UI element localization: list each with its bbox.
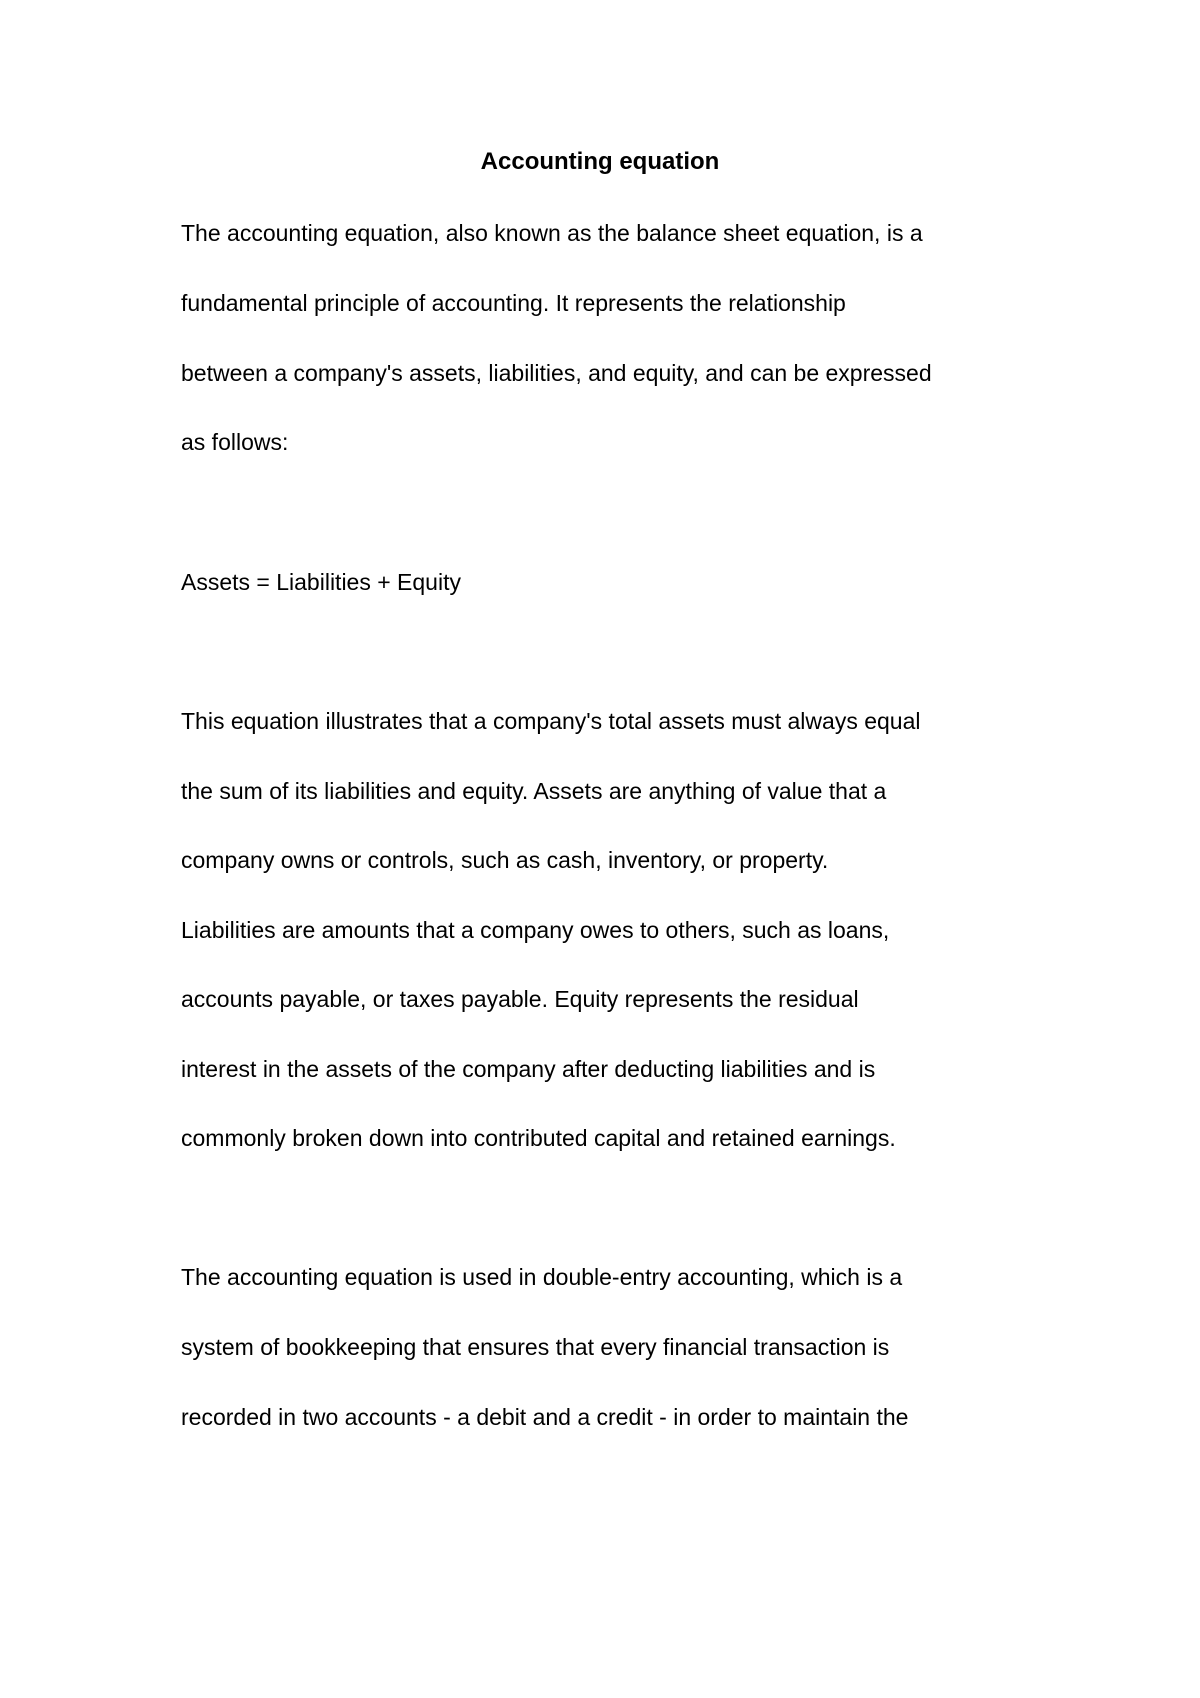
- paragraph-2-line-6: interest in the assets of the company after deducting liabilities and is: [181, 1056, 876, 1082]
- paragraph-2-line-5: accounts payable, or taxes payable. Equity represents the residual: [181, 986, 859, 1012]
- paragraph-3-line-2: system of bookkeeping that ensures that every financial transaction is: [181, 1334, 890, 1360]
- paragraph-2-line-2: the sum of its liabilities and equity. Assets are anything of value that a: [181, 778, 887, 804]
- paragraph-1-line-3: between a company's assets, liabilities, and equity, and can be expressed: [181, 360, 932, 386]
- paragraph-1-line-2: fundamental principle of accounting. It represents the relationship: [181, 290, 846, 316]
- paragraph-1-line-4: as follows:: [181, 429, 289, 455]
- accounting-equation: Assets = Liabilities + Equity: [181, 569, 461, 595]
- paragraph-3-line-3: recorded in two accounts - a debit and a credit - in order to maintain the: [181, 1404, 909, 1430]
- paragraph-3-line-1: The accounting equation is used in double-entry accounting, which is a: [181, 1264, 903, 1290]
- document-title: Accounting equation: [480, 148, 720, 175]
- paragraph-2-line-3: company owns or controls, such as cash, inventory, or property.: [181, 847, 829, 873]
- paragraph-2-line-4: Liabilities are amounts that a company owes to others, such as loans,: [181, 917, 890, 943]
- paragraph-1-line-1: The accounting equation, also known as the balance sheet equation, is a: [181, 220, 923, 246]
- paragraph-2-line-7: commonly broken down into contributed capital and retained earnings.: [181, 1125, 896, 1151]
- paragraph-2-line-1: This equation illustrates that a company's total assets must always equal: [181, 708, 921, 734]
